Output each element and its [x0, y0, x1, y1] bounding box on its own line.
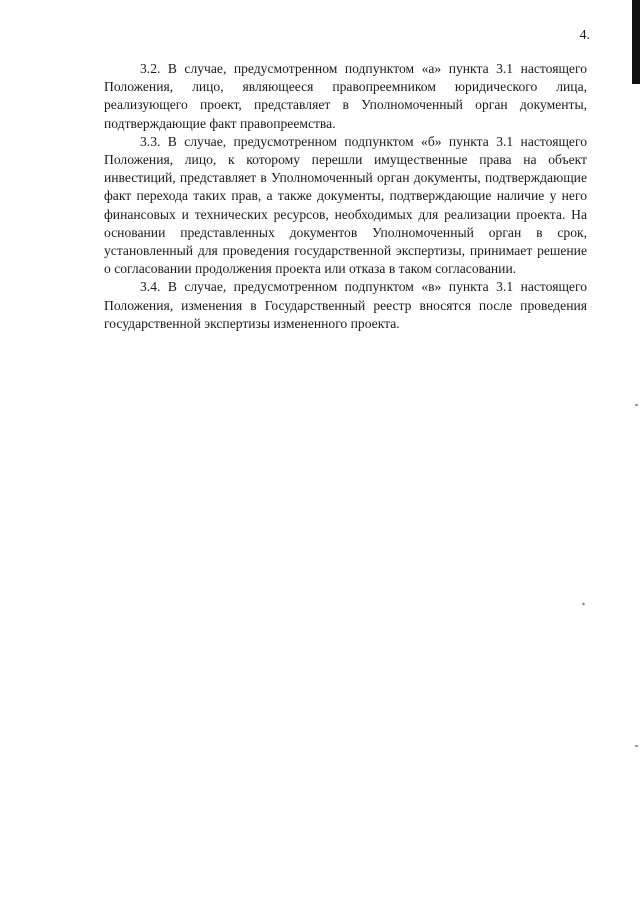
paragraph-3-2: 3.2. В случае, предусмотренном подпунктом «а» пункта 3.1 настоящего Положения, лицо, являющееся правопреемником юридического лица, реализующего проект, представляет в Уполномоченный орган документы, подтверждающие факт правопреемства. — [104, 61, 587, 131]
document-body — [104, 60, 587, 333]
paragraph-3-4: 3.4. В случае, предусмотренном подпунктом «в» пункта 3.1 настоящего Положения, изменения в Государственный реестр вносятся после проведения государственной экспертизы измененного проекта. — [104, 279, 587, 331]
page-number: 4. — [579, 28, 590, 43]
scan-speck — [635, 404, 638, 406]
scan-edge-mark — [632, 0, 640, 84]
scan-speck — [582, 602, 586, 605]
scan-speck — [635, 745, 638, 747]
paragraph-3-3: 3.3. В случае, предусмотренном подпунктом «б» пункта 3.1 настоящего Положения, лицо, к которому перешли имущественные права на объект инвестиций, представляет в Уполномоченный орган документы, подтверждающие факт перехода таких прав, а также документы, подтверждающие наличие у него финансовых и технических ресурсов, необходимых для реализации проекта. На основании представленных документов Уполномоченный орган в срок, установленный для проведения государственной экспертизы, принимает решение о согласовании продолжения проекта или отказа в таком согласовании. — [104, 133, 587, 277]
